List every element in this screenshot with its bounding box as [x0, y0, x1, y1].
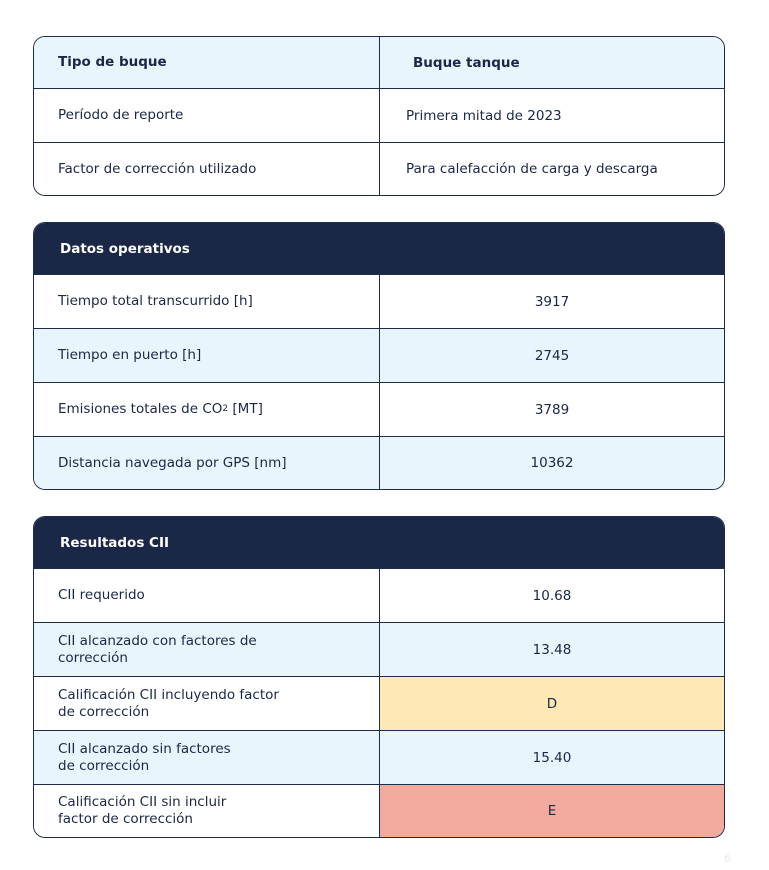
cii-results-header: Resultados CII: [34, 517, 724, 568]
cii-results-table: [33, 516, 725, 838]
co2-label-suffix: [MT]: [228, 401, 263, 417]
cii-attained-without-factors-label: [34, 731, 380, 784]
total-time-value: 3917: [380, 275, 724, 328]
cii-required-value: 10.68: [380, 569, 724, 622]
label-line-2: factor de corrección: [58, 811, 193, 827]
correction-factor-value: Para calefacción de carga y descarga: [380, 143, 724, 195]
report-period-row: [34, 88, 724, 142]
correction-factor-row: [34, 142, 724, 195]
table-row: [34, 676, 724, 730]
vessel-type-row: [34, 37, 724, 88]
label-line-2: de corrección: [58, 703, 150, 720]
table-row: [34, 568, 724, 622]
table-row: [34, 730, 724, 784]
table-row: [34, 274, 724, 328]
cii-attained-with-factors-value: 13.48: [380, 623, 724, 676]
cii-rating-without-factor-value: E: [380, 785, 724, 837]
total-time-label: Tiempo total transcurrido [h]: [34, 275, 380, 328]
cii-required-label: CII requerido: [34, 569, 380, 622]
label-line-1: CII alcanzado sin factores: [58, 740, 231, 757]
table-row: [34, 622, 724, 676]
co2-label-subscript: 2: [222, 404, 229, 414]
port-time-value: 2745: [380, 329, 724, 382]
table-row: [34, 784, 724, 837]
cii-rating-with-factor-label: [34, 677, 380, 730]
table-row: [34, 382, 724, 436]
report-period-label: Período de reporte: [34, 89, 380, 142]
table-row: [34, 328, 724, 382]
cii-rating-with-factor-value: D: [380, 677, 724, 730]
cii-rating-without-factor-label: [34, 785, 380, 837]
label-line-1: Calificación CII sin incluir: [58, 794, 227, 810]
table-row: [34, 436, 724, 489]
report-period-value: Primera mitad de 2023: [380, 89, 724, 142]
gps-distance-value: 10362: [380, 437, 724, 489]
vessel-info-table: [33, 36, 725, 196]
page-number: 6: [724, 852, 731, 865]
label-line-1: Calificación CII incluyendo factor: [58, 686, 279, 703]
cii-attained-without-factors-value: 15.40: [380, 731, 724, 784]
gps-distance-label: Distancia navegada por GPS [nm]: [34, 437, 380, 489]
co2-label-prefix: Emisiones totales de CO: [58, 401, 223, 417]
co2-emissions-value: 3789: [380, 383, 724, 436]
label-line-2: de corrección: [58, 757, 150, 774]
correction-factor-label: Factor de corrección utilizado: [34, 143, 380, 195]
label-line-1: CII alcanzado con factores de: [58, 632, 257, 649]
port-time-label: Tiempo en puerto [h]: [34, 329, 380, 382]
co2-emissions-label: [34, 383, 380, 436]
operational-data-header: Datos operativos: [34, 223, 724, 274]
cii-attained-with-factors-label: [34, 623, 380, 676]
operational-data-table: [33, 222, 725, 490]
vessel-type-value: Buque tanque: [380, 37, 724, 88]
label-line-2: corrección: [58, 649, 128, 666]
vessel-type-label: Tipo de buque: [34, 37, 380, 88]
